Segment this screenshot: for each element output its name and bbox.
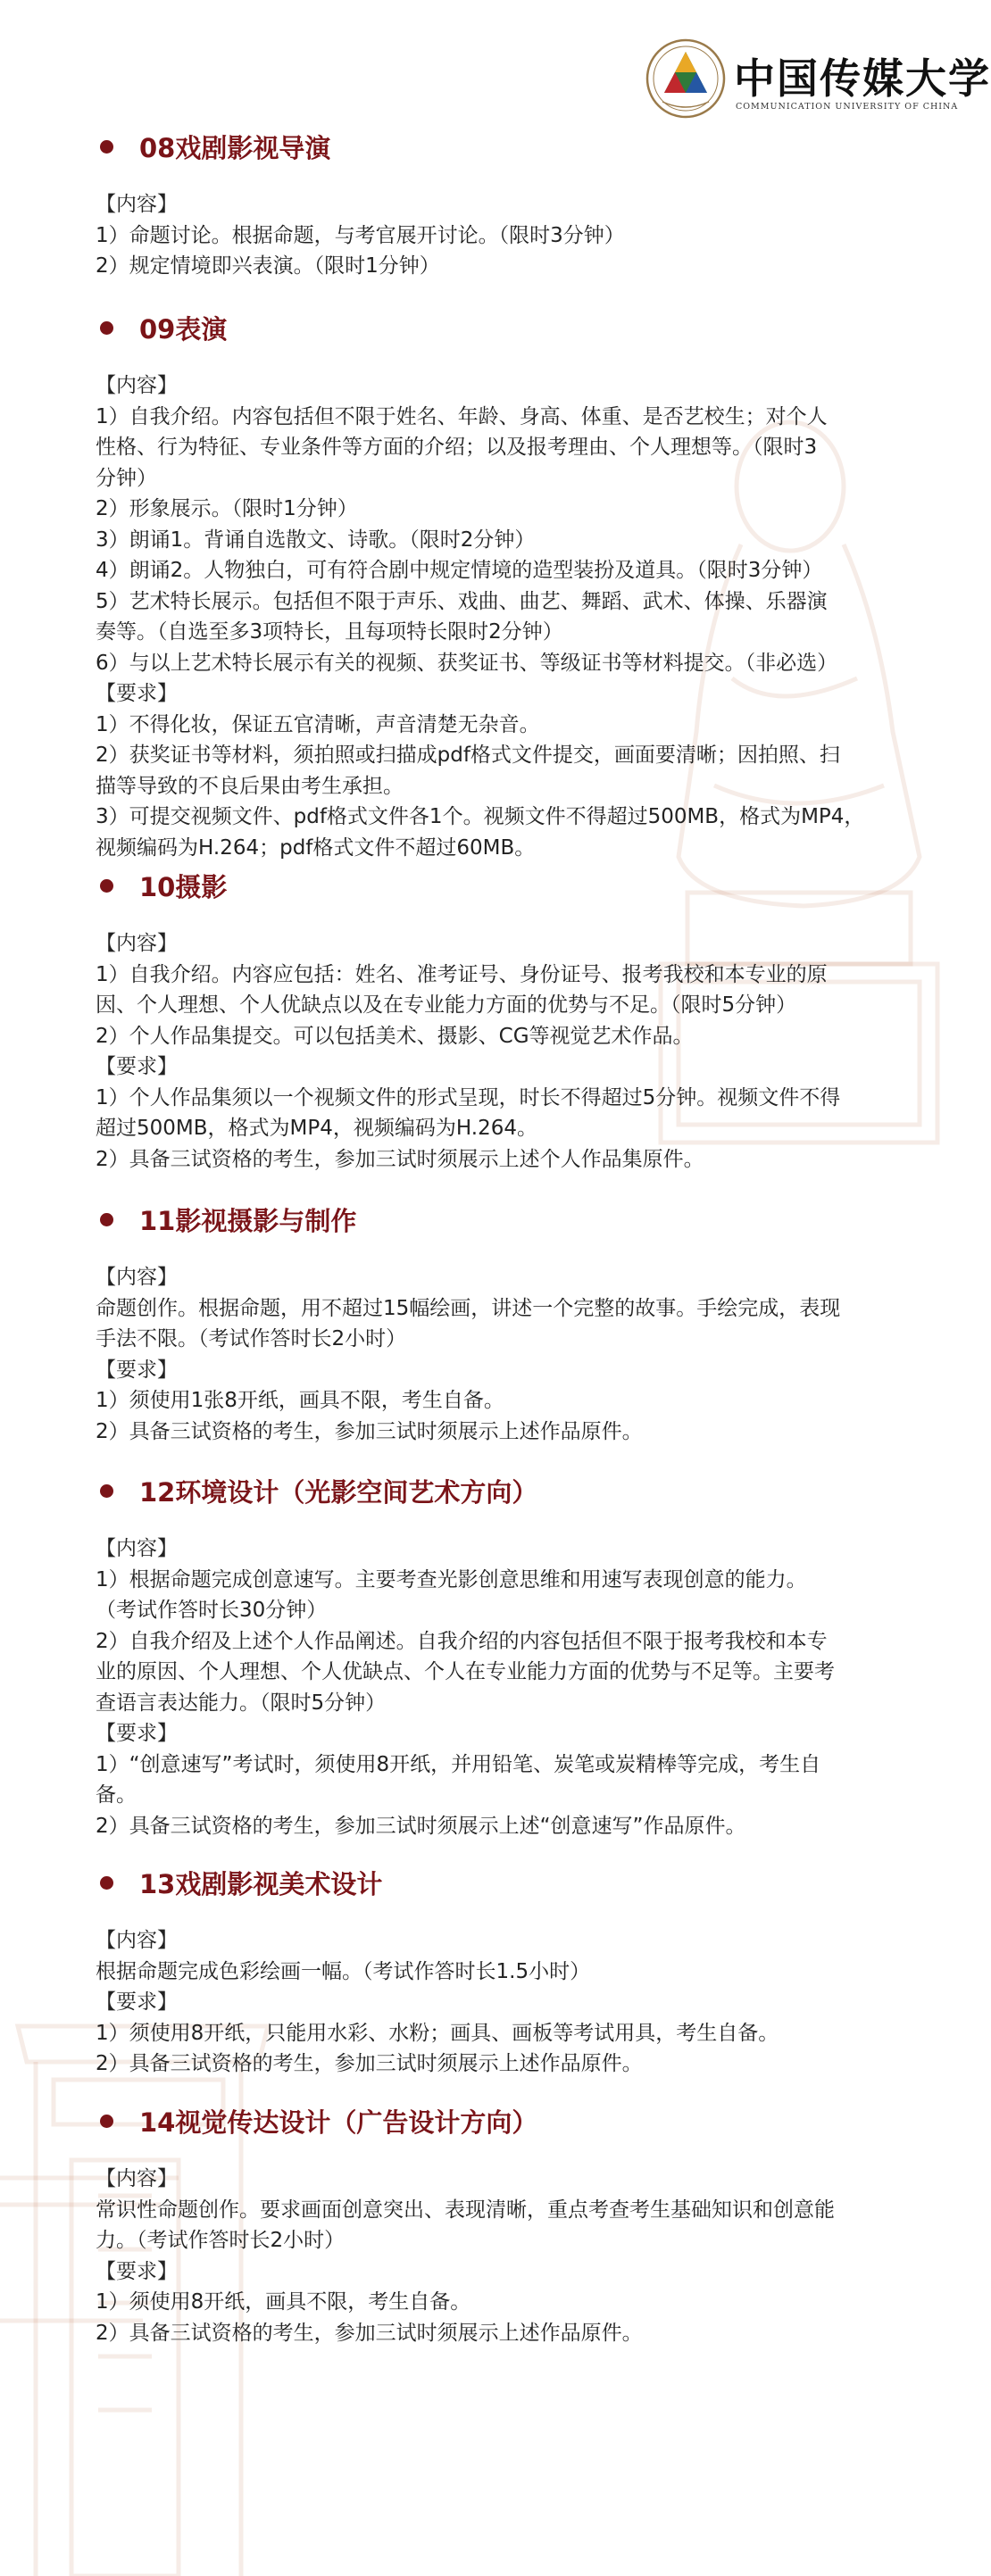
bullet-dot-icon [100, 879, 113, 893]
section-heading [100, 129, 330, 165]
body-line: 【要求】 [96, 1990, 178, 2014]
section-heading [100, 310, 227, 346]
section-title: 11影视摄影与制作 [139, 1206, 357, 1236]
body-line: 1）须使用8开纸，只能用水彩、水粉；画具、画板等考试用具，考生自备。 [96, 2021, 779, 2045]
body-line: 1）自我介绍。内容包括但不限于姓名、年龄、身高、体重、是否艺校生；对个人 [96, 404, 828, 428]
university-logo [645, 36, 991, 125]
body-line: 2）形象展示。（限时1分钟） [96, 497, 358, 520]
body-line: 2）具备三试资格的考生，参加三试时须展示上述作品原件。 [96, 1419, 643, 1443]
bullet-dot-icon [100, 140, 113, 154]
body-line: 1）命题讨论。根据命题，与考官展开讨论。（限时3分钟） [96, 223, 625, 247]
body-line: 5）艺术特长展示。包括但不限于声乐、戏曲、曲艺、舞蹈、武术、体操、乐器演 [96, 589, 828, 613]
logo-subtitle-text: COMMUNICATION UNIVERSITY OF CHINA [736, 102, 959, 112]
body-line: 1）个人作品集须以一个视频文件的形式呈现，时长不得超过5分钟。视频文件不得 [96, 1085, 841, 1109]
body-line: 【要求】 [96, 682, 178, 705]
section-title: 10摄影 [139, 872, 228, 902]
section-title: 14视觉传达设计（广告设计方向） [139, 2107, 538, 2138]
body-line: 4）朗诵2。人物独白，可有符合剧中规定情境的造型装扮及道具。（限时3分钟） [96, 559, 823, 582]
body-line: 6）与以上艺术特长展示有关的视频、获奖证书、等级证书等材料提交。（非必选） [96, 651, 838, 675]
bullet-dot-icon [100, 321, 113, 335]
university-emblem-icon [645, 37, 727, 120]
body-line: 2）自我介绍及上述个人作品阐述。自我介绍的内容包括但不限于报考我校和本专 [96, 1629, 828, 1653]
body-line: 【内容】 [96, 1929, 178, 1952]
body-line: 【内容】 [96, 932, 178, 955]
body-line: 描等导致的不良后果由考生承担。 [96, 774, 404, 798]
bullet-dot-icon [100, 1876, 113, 1890]
body-line: 手法不限。（考试作答时长2小时） [96, 1327, 407, 1350]
logo-name-text: 中国传媒大学 [734, 54, 991, 103]
body-line: 分钟） [96, 466, 157, 490]
body-line: 性格、行为特征、专业条件等方面的介绍；以及报考理由、个人理想等。（限时3 [96, 436, 818, 459]
body-line: 【内容】 [96, 1266, 178, 1289]
body-line: 1）须使用8开纸，画具不限，考生自备。 [96, 2290, 471, 2314]
section-title: 08戏剧影视导演 [139, 133, 331, 163]
body-line: 2）具备三试资格的考生，参加三试时须展示上述个人作品集原件。 [96, 1147, 704, 1171]
body-line: 1）根据命题完成创意速写。主要考查光影创意思维和用速写表现创意的能力。 [96, 1567, 807, 1591]
section-body [96, 1262, 926, 1447]
bullet-dot-icon [100, 1484, 113, 1498]
section-title: 09表演 [139, 314, 228, 345]
section-title: 12环境设计（光影空间艺术方向） [139, 1477, 538, 1508]
section-heading [100, 2103, 537, 2140]
body-line: （考试作答时长30分钟） [96, 1599, 328, 1622]
body-line: 命题创作。根据命题，用不超过15幅绘画，讲述一个完整的故事。手绘完成，表现 [96, 1296, 841, 1320]
body-line: 奏等。（自选至多3项特长，且每项特长限时2分钟） [96, 620, 563, 644]
body-line: 2）具备三试资格的考生，参加三试时须展示上述作品原件。 [96, 2052, 643, 2075]
body-line: 【要求】 [96, 1055, 178, 1078]
body-line: 【内容】 [96, 1537, 178, 1560]
section-title: 13戏剧影视美术设计 [139, 1869, 383, 1899]
bullet-dot-icon [100, 2115, 113, 2128]
body-line: 1）“创意速写”考试时，须使用8开纸，并用铅笔、炭笔或炭精棒等完成，考生自 [96, 1752, 821, 1776]
body-line: 1）须使用1张8开纸，画具不限，考生自备。 [96, 1389, 504, 1412]
bullet-dot-icon [100, 1213, 113, 1226]
body-line: 【内容】 [96, 374, 178, 397]
body-line: 2）获奖证书等材料，须拍照或扫描成pdf格式文件提交，画面要清晰；因拍照、扫 [96, 744, 840, 767]
body-line: 2）规定情境即兴表演。（限时1分钟） [96, 254, 440, 278]
section-heading [100, 868, 227, 904]
body-line: 【内容】 [96, 193, 178, 216]
body-line: 【要求】 [96, 1358, 178, 1382]
section-body [96, 1925, 926, 2080]
body-line: 3）朗诵1。背诵自选散文、诗歌。（限时2分钟） [96, 528, 536, 552]
body-line: 【要求】 [96, 1722, 178, 1745]
body-line: 业的原因、个人理想、个人优缺点、个人在专业能力方面的优势与不足等。主要考 [96, 1660, 835, 1683]
body-line: 3）可提交视频文件、pdf格式文件各1个。视频文件不得超过500MB，格式为MP4， [96, 805, 865, 828]
section-heading [100, 1201, 356, 1238]
body-line: 1）不得化妆，保证五官清晰，声音清楚无杂音。 [96, 712, 540, 736]
body-line: 备。 [96, 1783, 137, 1807]
body-line: 2）具备三试资格的考生，参加三试时须展示上述“创意速写”作品原件。 [96, 1814, 746, 1838]
body-line: 2）具备三试资格的考生，参加三试时须展示上述作品原件。 [96, 2321, 643, 2345]
body-line: 根据命题完成色彩绘画一幅。（考试作答时长1.5小时） [96, 1959, 591, 1983]
body-line: 力。（考试作答时长2小时） [96, 2229, 346, 2252]
body-line: 2）个人作品集提交。可以包括美术、摄影、CG等视觉艺术作品。 [96, 1024, 694, 1048]
body-line: 查语言表达能力。（限时5分钟） [96, 1691, 387, 1715]
body-line: 视频编码为H.264；pdf格式文件不超过60MB。 [96, 835, 536, 860]
body-line: 常识性命题创作。要求画面创意突出、表现清晰，重点考查考生基础知识和创意能 [96, 2198, 835, 2222]
section-body [96, 1533, 926, 1841]
section-body [96, 189, 926, 282]
body-line: 【要求】 [96, 2259, 178, 2283]
section-heading [100, 1473, 537, 1509]
body-line: 1）自我介绍。内容应包括：姓名、准考证号、身份证号、报考我校和本专业的原 [96, 962, 828, 986]
body-line: 超过500MB，格式为MP4，视频编码为H.264。 [96, 1117, 537, 1140]
body-line: 因、个人理想、个人优缺点以及在专业能力方面的优势与不足。（限时5分钟） [96, 993, 797, 1017]
section-body [96, 928, 926, 1175]
body-line: 【内容】 [96, 2167, 178, 2190]
section-body [96, 2164, 926, 2348]
section-heading [100, 1865, 382, 1901]
section-body [96, 370, 926, 863]
